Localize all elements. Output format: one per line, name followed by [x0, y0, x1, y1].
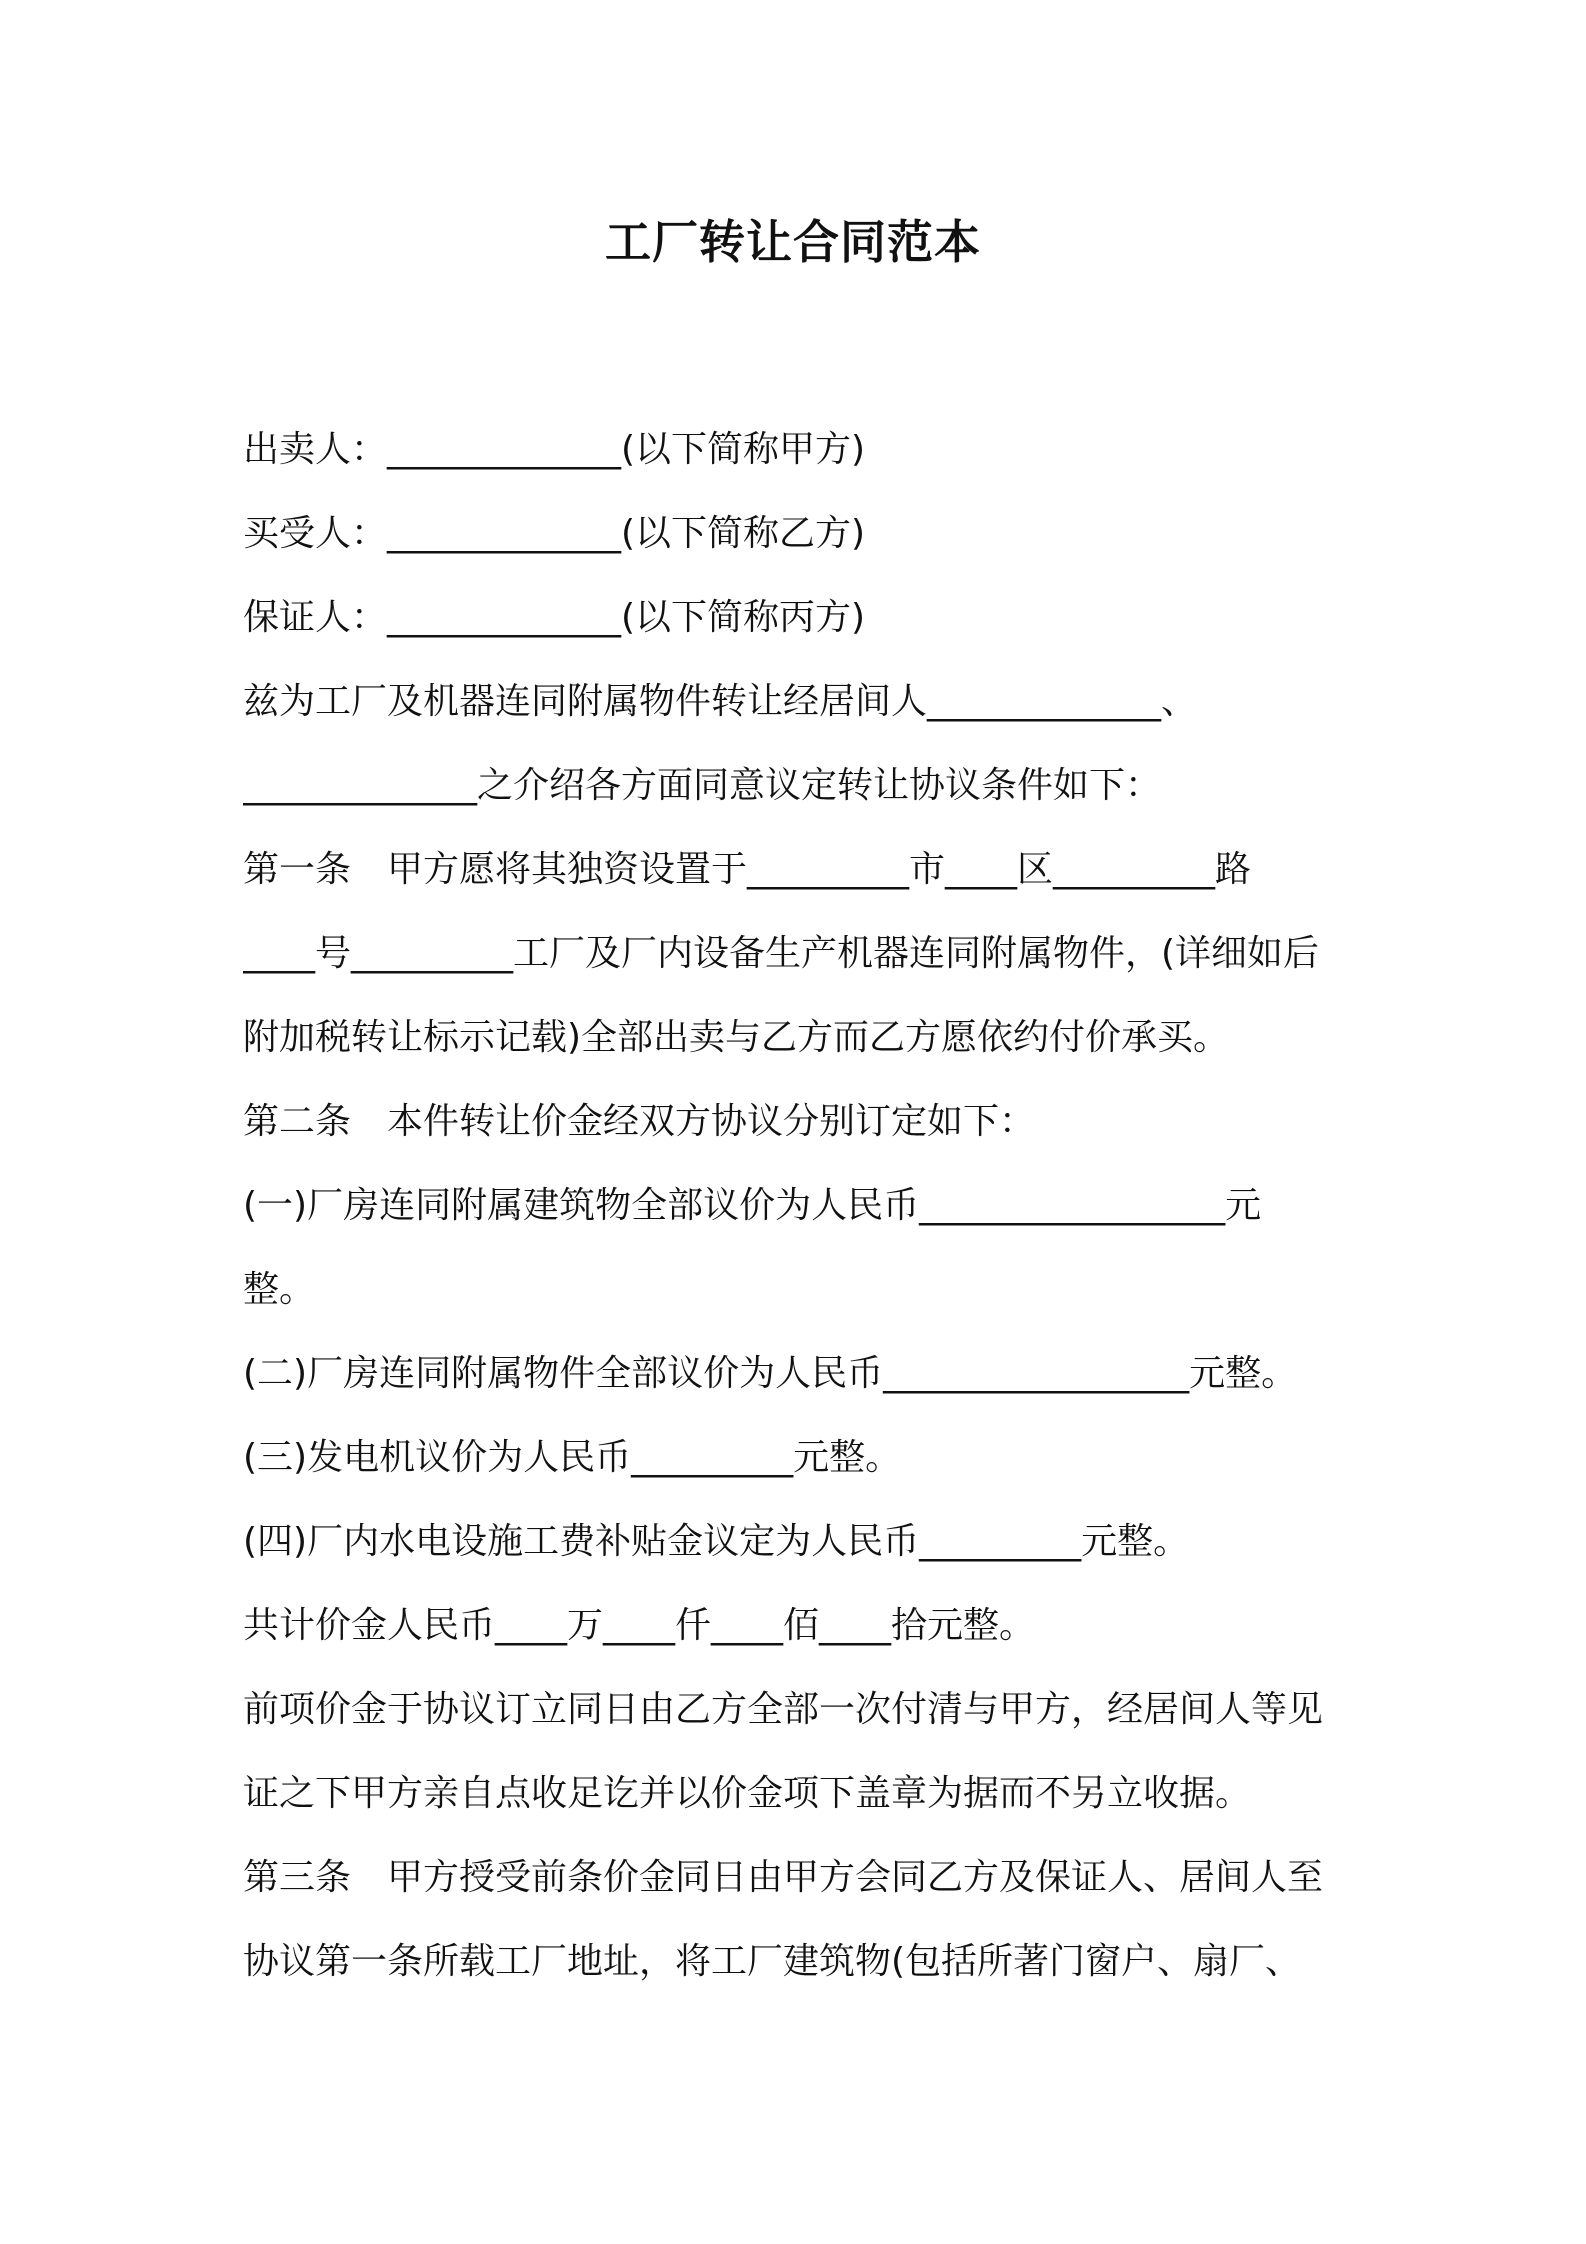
document-body [243, 408, 1363, 2004]
guarantor-line: 保证人：_____________(以下简称丙方) [243, 597, 866, 638]
preamble-line-2: _____________之介绍各方面同意议定转让协议条件如下： [243, 765, 1162, 806]
article-2-item-2: (二)厂房连同附属物件全部议价为人民币_________________元整。 [243, 1353, 1298, 1394]
article-1-line-3: 附加税转让标示记载)全部出卖与乙方而乙方愿依约付价承买。 [243, 1017, 1230, 1058]
article-2-item-3: (三)发电机议价为人民币_________元整。 [243, 1437, 902, 1478]
article-2-item-4: (四)厂内水电设施工费补贴金议定为人民币_________元整。 [243, 1521, 1190, 1562]
article-3-line-1: 第三条 甲方授受前条价金同日由甲方会同乙方及保证人、居间人至 [243, 1857, 1324, 1898]
seller-line: 出卖人：_____________(以下简称甲方) [243, 429, 866, 470]
payment-line-2: 证之下甲方亲自点收足讫并以价金项下盖章为据而不另立收据。 [243, 1773, 1252, 1814]
total-price-line: 共计价金人民币____万____仟____佰____拾元整。 [243, 1605, 1036, 1646]
document-title: 工厂转让合同范本 [605, 215, 981, 269]
article-2-heading: 第二条 本件转让价金经双方协议分别订定如下： [243, 1101, 1036, 1142]
preamble-line-1: 兹为工厂及机器连同附属物件转让经居间人_____________、 [243, 681, 1198, 722]
payment-line-1: 前项价金于协议订立同日由乙方全部一次付清与甲方，经居间人等见 [243, 1689, 1324, 1730]
article-2-item-1-line-1: (一)厂房连同附属建筑物全部议价为人民币_________________元 [243, 1185, 1262, 1226]
article-1-line-2: ____号_________工厂及厂内设备生产机器连同附属物件，(详细如后 [243, 933, 1320, 974]
article-3-line-2: 协议第一条所载工厂地址，将工厂建筑物(包括所著门窗户、扇厂、 [243, 1941, 1302, 1982]
article-1-line-1: 第一条 甲方愿将其独资设置于_________市____区_________路 [243, 849, 1252, 890]
article-2-item-1-line-2: 整。 [243, 1269, 316, 1310]
buyer-line: 买受人：_____________(以下简称乙方) [243, 513, 866, 554]
